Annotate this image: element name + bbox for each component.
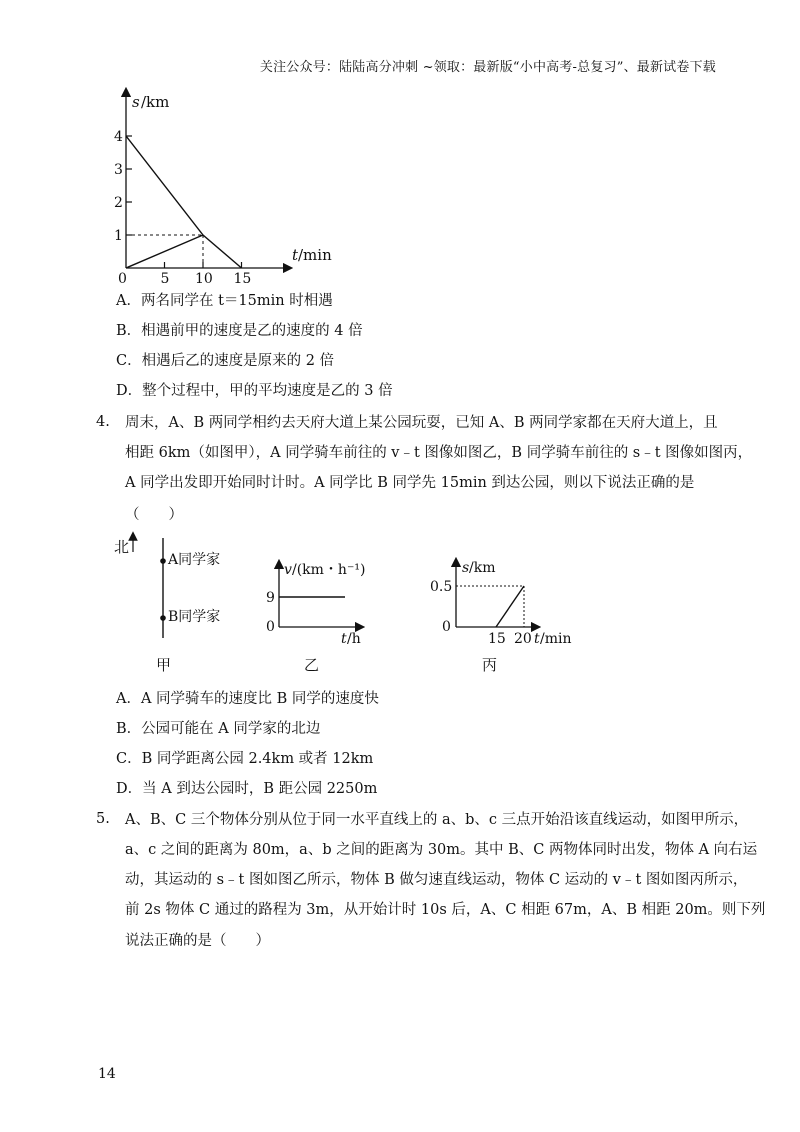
fig-jia-caption: 甲 — [156, 656, 172, 674]
q3-option-a: A．两名同学在 t＝15min 时相遇 — [116, 293, 333, 309]
q4-number: 4. — [96, 414, 110, 430]
q3-xlabel-t: t — [292, 246, 299, 264]
bing-tick-05: 0.5 — [430, 579, 453, 595]
bing-zero: 0 — [442, 619, 451, 635]
q3-option-d: D．整个过程中，甲的平均速度是乙的 3 倍 — [116, 383, 393, 399]
q4-option-c: C．B 同学距离公园 2.4km 或者 12km — [116, 751, 374, 767]
q5-number: 5. — [96, 811, 110, 827]
q3-xtick-label: 5 — [160, 271, 170, 287]
q3-ylabel-unit: /km — [141, 93, 170, 111]
yi-zero: 0 — [266, 619, 275, 635]
q3-origin-label: 0 — [118, 271, 127, 287]
figure-q4 — [0, 530, 800, 680]
yi-v-label: v — [284, 562, 292, 578]
bing-tick-20: 20 — [514, 631, 532, 647]
yi-tick-9: 9 — [266, 590, 275, 606]
q3-option-c: C．相遇后乙的速度是原来的 2 倍 — [116, 353, 335, 369]
bing-distance-line — [496, 586, 524, 627]
q3-xtick-label: 15 — [233, 271, 252, 287]
q3-option-b: B．相遇前甲的速度是乙的速度的 4 倍 — [116, 323, 363, 339]
q5-stem-line-4: 前 2s 物体 C 通过的路程为 3m，从开始计时 10s 后，A、C 相距 67m，A、B 相距 20m。则下列 — [125, 902, 766, 918]
yi-v-unit: /(km・h⁻¹) — [292, 562, 366, 578]
q3-series-line-jia — [126, 136, 242, 268]
b-home-label: B同学家 — [168, 609, 221, 625]
q4-option-b: B．公园可能在 A 同学家的北边 — [116, 721, 321, 737]
page-header: 关注公众号：陆陆高分冲刺 ~领取：最新版“小中高考-总复习”、最新试卷下载 — [259, 60, 716, 75]
q4-option-a: A．A 同学骑车的速度比 B 同学的速度快 — [116, 691, 379, 707]
q3-ytick-label: 4 — [114, 129, 123, 145]
q4-stem-line-3: A 同学出发即开始同时计时。A 同学比 B 同学先 15min 到达公园，则以下说法正确的是 — [125, 475, 695, 491]
q3-xtick-label: 10 — [195, 271, 213, 287]
q4-stem-line-4: （ ） — [125, 507, 183, 523]
q4-stem-line-2: 相距 6km（如图甲），A 同学骑车前往的 v﹣t 图像如图乙，B 同学骑车前往的 s﹣t 图像如图丙， — [125, 445, 753, 461]
bing-t-label: t — [534, 631, 540, 647]
yi-t-label: t — [341, 631, 347, 647]
page-number: 14 — [98, 1066, 116, 1082]
q3-ytick-label: 2 — [114, 195, 123, 211]
q4-stem-line-1: 周末，A、B 两同学相约去天府大道上某公园玩耍，已知 A、B 两同学家都在天府大道上，且 — [125, 415, 718, 431]
q5-stem-line-2: a、c 之间的距离为 80m，a、b 之间的距离为 30m。其中 B、C 两物体同时出发，物体 A 向右运 — [125, 842, 758, 858]
fig-bing-caption: 丙 — [482, 656, 498, 674]
bing-t-unit: /min — [540, 631, 572, 647]
q4-option-d: D．当 A 到达公园时，B 距公园 2250m — [116, 781, 378, 797]
yi-t-unit: /h — [347, 631, 361, 647]
figure-q3-graph — [0, 0, 800, 300]
q3-xlabel-unit: /min — [298, 246, 332, 264]
bing-s-unit: /km — [469, 560, 496, 576]
q5-stem-line-3: 动，其运动的 s﹣t 图如图乙所示，物体 B 做匀速直线运动，物体 C 运动的 v﹣t 图如图丙所示， — [125, 872, 748, 888]
fig-yi-caption: 乙 — [304, 656, 320, 674]
a-home-dot — [160, 558, 166, 564]
q3-ytick-label: 3 — [114, 162, 123, 178]
bing-s-label: s — [462, 560, 470, 576]
a-home-label: A同学家 — [168, 552, 221, 568]
q5-stem-line-1: A、B、C 三个物体分别从位于同一水平直线上的 a、b、c 三点开始沿该直线运动，如图甲所示， — [125, 812, 749, 828]
b-home-dot — [160, 615, 166, 621]
north-label: 北 — [114, 538, 130, 556]
bing-tick-15: 15 — [488, 631, 506, 647]
q3-ytick-label: 1 — [114, 228, 123, 244]
q5-stem-line-5: 说法正确的是（ ） — [125, 933, 270, 949]
q3-ylabel-s: s — [132, 93, 140, 111]
